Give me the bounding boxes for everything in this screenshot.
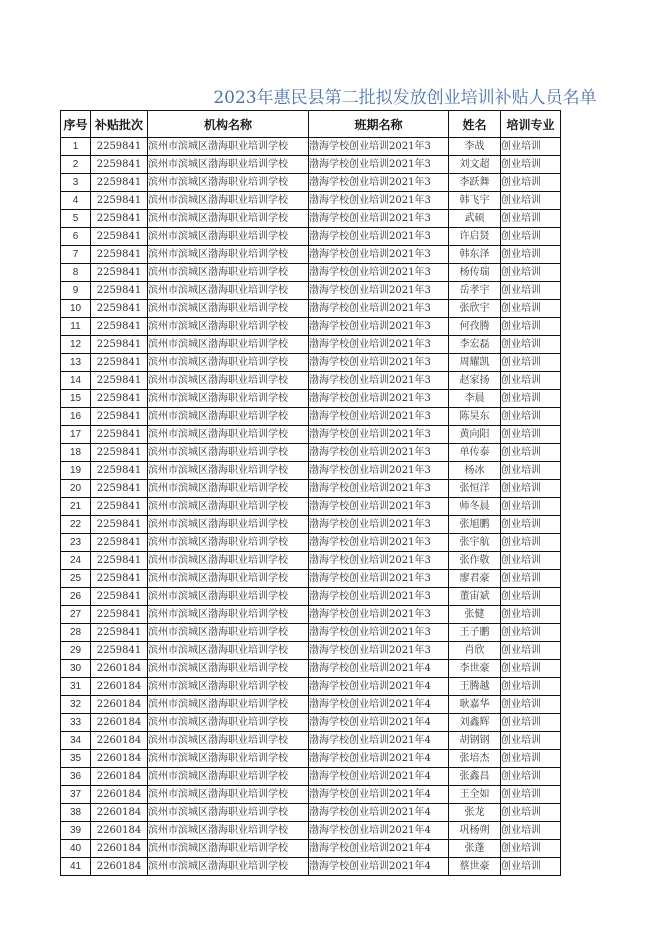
cell-class: 渤海学校创业培训2021年3 [309, 552, 449, 570]
table-row [61, 498, 561, 516]
cell-major: 创业培训 [501, 552, 561, 570]
cell-seq: 31 [61, 678, 91, 696]
table-row [61, 786, 561, 804]
cell-major: 创业培训 [501, 408, 561, 426]
cell-class: 渤海学校创业培训2021年4 [309, 858, 449, 876]
cell-class: 渤海学校创业培训2021年3 [309, 444, 449, 462]
cell-class: 渤海学校创业培训2021年3 [309, 228, 449, 246]
cell-org: 滨州市滨城区渤海职业培训学校 [148, 786, 309, 804]
cell-name: 王子鹏 [449, 624, 501, 642]
cell-class: 渤海学校创业培训2021年3 [309, 624, 449, 642]
cell-class: 渤海学校创业培训2021年4 [309, 804, 449, 822]
cell-seq: 14 [61, 372, 91, 390]
cell-major: 创业培训 [501, 660, 561, 678]
cell-batch: 2259841 [91, 552, 148, 570]
table-body [61, 138, 561, 876]
cell-org: 滨州市滨城区渤海职业培训学校 [148, 336, 309, 354]
cell-major: 创业培训 [501, 354, 561, 372]
cell-major: 创业培训 [501, 498, 561, 516]
cell-batch: 2260184 [91, 732, 148, 750]
roster-table [60, 110, 561, 876]
table-row [61, 858, 561, 876]
cell-batch: 2259841 [91, 354, 148, 372]
cell-seq: 5 [61, 210, 91, 228]
table-row [61, 696, 561, 714]
cell-org: 滨州市滨城区渤海职业培训学校 [148, 624, 309, 642]
cell-org: 滨州市滨城区渤海职业培训学校 [148, 192, 309, 210]
cell-batch: 2259841 [91, 624, 148, 642]
cell-class: 渤海学校创业培训2021年3 [309, 264, 449, 282]
cell-batch: 2259841 [91, 426, 148, 444]
cell-batch: 2259841 [91, 192, 148, 210]
cell-name: 许启贤 [449, 228, 501, 246]
header-class: 班期名称 [309, 111, 449, 138]
cell-seq: 9 [61, 282, 91, 300]
cell-batch: 2259841 [91, 210, 148, 228]
cell-org: 滨州市滨城区渤海职业培训学校 [148, 480, 309, 498]
cell-class: 渤海学校创业培训2021年4 [309, 768, 449, 786]
cell-class: 渤海学校创业培训2021年3 [309, 372, 449, 390]
cell-seq: 32 [61, 696, 91, 714]
cell-seq: 23 [61, 534, 91, 552]
table-row [61, 714, 561, 732]
cell-name: 张蓬 [449, 840, 501, 858]
cell-seq: 11 [61, 318, 91, 336]
table-row [61, 768, 561, 786]
cell-seq: 19 [61, 462, 91, 480]
cell-class: 渤海学校创业培训2021年4 [309, 750, 449, 768]
cell-major: 创业培训 [501, 174, 561, 192]
cell-batch: 2259841 [91, 480, 148, 498]
table-row [61, 516, 561, 534]
cell-org: 滨州市滨城区渤海职业培训学校 [148, 354, 309, 372]
cell-batch: 2260184 [91, 858, 148, 876]
cell-batch: 2260184 [91, 714, 148, 732]
cell-batch: 2259841 [91, 498, 148, 516]
cell-batch: 2260184 [91, 822, 148, 840]
cell-class: 渤海学校创业培训2021年3 [309, 462, 449, 480]
cell-class: 渤海学校创业培训2021年3 [309, 534, 449, 552]
table-row [61, 678, 561, 696]
table-row [61, 660, 561, 678]
cell-seq: 40 [61, 840, 91, 858]
cell-batch: 2259841 [91, 516, 148, 534]
cell-name: 肖欣 [449, 642, 501, 660]
cell-seq: 29 [61, 642, 91, 660]
cell-name: 李战 [449, 138, 501, 156]
cell-org: 滨州市滨城区渤海职业培训学校 [148, 822, 309, 840]
cell-major: 创业培训 [501, 282, 561, 300]
cell-name: 王全如 [449, 786, 501, 804]
cell-batch: 2259841 [91, 228, 148, 246]
cell-batch: 2259841 [91, 570, 148, 588]
cell-class: 渤海学校创业培训2021年4 [309, 786, 449, 804]
cell-name: 武硕 [449, 210, 501, 228]
cell-major: 创业培训 [501, 480, 561, 498]
page-title [148, 85, 662, 111]
cell-name: 李宏磊 [449, 336, 501, 354]
cell-seq: 27 [61, 606, 91, 624]
cell-major: 创业培训 [501, 678, 561, 696]
cell-seq: 10 [61, 300, 91, 318]
cell-name: 黄向阳 [449, 426, 501, 444]
table-row [61, 318, 561, 336]
cell-seq: 13 [61, 354, 91, 372]
cell-class: 渤海学校创业培训2021年3 [309, 300, 449, 318]
table-row [61, 336, 561, 354]
cell-major: 创业培训 [501, 426, 561, 444]
cell-org: 滨州市滨城区渤海职业培训学校 [148, 156, 309, 174]
cell-major: 创业培训 [501, 336, 561, 354]
table-row [61, 624, 561, 642]
table-row [61, 408, 561, 426]
cell-batch: 2259841 [91, 372, 148, 390]
table-row [61, 642, 561, 660]
header-org: 机构名称 [148, 111, 309, 138]
table-row [61, 246, 561, 264]
header-seq: 序号 [61, 111, 91, 138]
cell-org: 滨州市滨城区渤海职业培训学校 [148, 462, 309, 480]
cell-batch: 2259841 [91, 588, 148, 606]
cell-batch: 2259841 [91, 606, 148, 624]
cell-batch: 2259841 [91, 390, 148, 408]
cell-name: 张宇航 [449, 534, 501, 552]
cell-major: 创业培训 [501, 264, 561, 282]
cell-major: 创业培训 [501, 822, 561, 840]
cell-class: 渤海学校创业培训2021年4 [309, 714, 449, 732]
cell-seq: 18 [61, 444, 91, 462]
cell-org: 滨州市滨城区渤海职业培训学校 [148, 768, 309, 786]
cell-name: 张健 [449, 606, 501, 624]
cell-seq: 1 [61, 138, 91, 156]
cell-name: 张鑫昌 [449, 768, 501, 786]
cell-seq: 17 [61, 426, 91, 444]
cell-name: 岳孝宇 [449, 282, 501, 300]
cell-org: 滨州市滨城区渤海职业培训学校 [148, 390, 309, 408]
cell-org: 滨州市滨城区渤海职业培训学校 [148, 516, 309, 534]
cell-class: 渤海学校创业培训2021年3 [309, 390, 449, 408]
cell-name: 张欣宇 [449, 300, 501, 318]
cell-major: 创业培训 [501, 534, 561, 552]
header-batch: 补贴批次 [91, 111, 148, 138]
cell-org: 滨州市滨城区渤海职业培训学校 [148, 138, 309, 156]
cell-org: 滨州市滨城区渤海职业培训学校 [148, 318, 309, 336]
cell-major: 创业培训 [501, 138, 561, 156]
cell-name: 张恒洋 [449, 480, 501, 498]
cell-name: 韩飞宇 [449, 192, 501, 210]
cell-name: 胡钢钢 [449, 732, 501, 750]
cell-class: 渤海学校创业培训2021年3 [309, 426, 449, 444]
cell-name: 陈昊东 [449, 408, 501, 426]
cell-name: 何孜腾 [449, 318, 501, 336]
cell-major: 创业培训 [501, 462, 561, 480]
cell-batch: 2259841 [91, 408, 148, 426]
cell-name: 李晨 [449, 390, 501, 408]
cell-batch: 2259841 [91, 318, 148, 336]
cell-org: 滨州市滨城区渤海职业培训学校 [148, 588, 309, 606]
cell-org: 滨州市滨城区渤海职业培训学校 [148, 840, 309, 858]
table-row [61, 192, 561, 210]
cell-seq: 24 [61, 552, 91, 570]
table-row [61, 282, 561, 300]
cell-org: 滨州市滨城区渤海职业培训学校 [148, 642, 309, 660]
cell-org: 滨州市滨城区渤海职业培训学校 [148, 426, 309, 444]
cell-seq: 20 [61, 480, 91, 498]
cell-major: 创业培训 [501, 606, 561, 624]
cell-major: 创业培训 [501, 228, 561, 246]
cell-org: 滨州市滨城区渤海职业培训学校 [148, 372, 309, 390]
cell-major: 创业培训 [501, 192, 561, 210]
cell-org: 滨州市滨城区渤海职业培训学校 [148, 858, 309, 876]
table-row [61, 300, 561, 318]
cell-org: 滨州市滨城区渤海职业培训学校 [148, 300, 309, 318]
table-row [61, 606, 561, 624]
cell-batch: 2260184 [91, 840, 148, 858]
table-row [61, 354, 561, 372]
cell-major: 创业培训 [501, 750, 561, 768]
cell-org: 滨州市滨城区渤海职业培训学校 [148, 732, 309, 750]
cell-batch: 2259841 [91, 156, 148, 174]
cell-org: 滨州市滨城区渤海职业培训学校 [148, 228, 309, 246]
cell-class: 渤海学校创业培训2021年3 [309, 642, 449, 660]
cell-org: 滨州市滨城区渤海职业培训学校 [148, 660, 309, 678]
cell-name: 师冬晨 [449, 498, 501, 516]
cell-batch: 2260184 [91, 804, 148, 822]
table-row [61, 480, 561, 498]
cell-major: 创业培训 [501, 858, 561, 876]
cell-org: 滨州市滨城区渤海职业培训学校 [148, 570, 309, 588]
cell-batch: 2259841 [91, 642, 148, 660]
cell-batch: 2259841 [91, 264, 148, 282]
cell-seq: 28 [61, 624, 91, 642]
cell-class: 渤海学校创业培训2021年3 [309, 138, 449, 156]
cell-class: 渤海学校创业培训2021年4 [309, 660, 449, 678]
header-name: 姓名 [449, 111, 501, 138]
cell-seq: 35 [61, 750, 91, 768]
cell-name: 张培杰 [449, 750, 501, 768]
cell-seq: 36 [61, 768, 91, 786]
cell-batch: 2259841 [91, 246, 148, 264]
table-row [61, 264, 561, 282]
table-row [61, 840, 561, 858]
table-row [61, 534, 561, 552]
cell-major: 创业培训 [501, 156, 561, 174]
cell-major: 创业培训 [501, 210, 561, 228]
cell-org: 滨州市滨城区渤海职业培训学校 [148, 210, 309, 228]
cell-org: 滨州市滨城区渤海职业培训学校 [148, 750, 309, 768]
cell-batch: 2259841 [91, 300, 148, 318]
cell-major: 创业培训 [501, 714, 561, 732]
cell-class: 渤海学校创业培训2021年4 [309, 822, 449, 840]
cell-major: 创业培训 [501, 390, 561, 408]
table-row [61, 804, 561, 822]
table-row [61, 156, 561, 174]
table-row [61, 570, 561, 588]
cell-name: 杨传瑞 [449, 264, 501, 282]
cell-class: 渤海学校创业培训2021年3 [309, 516, 449, 534]
cell-major: 创业培训 [501, 624, 561, 642]
cell-name: 张作敬 [449, 552, 501, 570]
cell-seq: 37 [61, 786, 91, 804]
cell-seq: 33 [61, 714, 91, 732]
table-row [61, 588, 561, 606]
cell-batch: 2259841 [91, 138, 148, 156]
table-row [61, 552, 561, 570]
cell-name: 董宙斌 [449, 588, 501, 606]
cell-major: 创业培训 [501, 246, 561, 264]
cell-class: 渤海学校创业培训2021年3 [309, 570, 449, 588]
cell-seq: 15 [61, 390, 91, 408]
cell-class: 渤海学校创业培训2021年3 [309, 174, 449, 192]
cell-org: 滨州市滨城区渤海职业培训学校 [148, 282, 309, 300]
cell-major: 创业培训 [501, 732, 561, 750]
cell-major: 创业培训 [501, 372, 561, 390]
cell-name: 刘鑫辉 [449, 714, 501, 732]
cell-major: 创业培训 [501, 300, 561, 318]
cell-class: 渤海学校创业培训2021年3 [309, 354, 449, 372]
table-row [61, 426, 561, 444]
cell-org: 滨州市滨城区渤海职业培训学校 [148, 264, 309, 282]
cell-seq: 22 [61, 516, 91, 534]
cell-name: 廖君豪 [449, 570, 501, 588]
cell-major: 创业培训 [501, 840, 561, 858]
table-row [61, 750, 561, 768]
cell-name: 张龙 [449, 804, 501, 822]
cell-org: 滨州市滨城区渤海职业培训学校 [148, 444, 309, 462]
cell-name: 耿嘉华 [449, 696, 501, 714]
cell-class: 渤海学校创业培训2021年3 [309, 282, 449, 300]
cell-batch: 2260184 [91, 786, 148, 804]
cell-major: 创业培训 [501, 516, 561, 534]
cell-org: 滨州市滨城区渤海职业培训学校 [148, 552, 309, 570]
cell-seq: 25 [61, 570, 91, 588]
cell-class: 渤海学校创业培训2021年3 [309, 588, 449, 606]
cell-org: 滨州市滨城区渤海职业培训学校 [148, 174, 309, 192]
cell-major: 创业培训 [501, 804, 561, 822]
cell-org: 滨州市滨城区渤海职业培训学校 [148, 606, 309, 624]
cell-org: 滨州市滨城区渤海职业培训学校 [148, 408, 309, 426]
cell-class: 渤海学校创业培训2021年3 [309, 480, 449, 498]
cell-seq: 30 [61, 660, 91, 678]
cell-org: 滨州市滨城区渤海职业培训学校 [148, 714, 309, 732]
cell-name: 赵家扬 [449, 372, 501, 390]
cell-batch: 2259841 [91, 534, 148, 552]
cell-batch: 2259841 [91, 336, 148, 354]
cell-seq: 21 [61, 498, 91, 516]
cell-seq: 34 [61, 732, 91, 750]
cell-org: 滨州市滨城区渤海职业培训学校 [148, 804, 309, 822]
cell-seq: 39 [61, 822, 91, 840]
cell-batch: 2260184 [91, 660, 148, 678]
cell-seq: 8 [61, 264, 91, 282]
cell-class: 渤海学校创业培训2021年3 [309, 408, 449, 426]
cell-class: 渤海学校创业培训2021年4 [309, 678, 449, 696]
cell-org: 滨州市滨城区渤海职业培训学校 [148, 696, 309, 714]
table-row [61, 822, 561, 840]
cell-major: 创业培训 [501, 768, 561, 786]
cell-seq: 3 [61, 174, 91, 192]
cell-class: 渤海学校创业培训2021年3 [309, 606, 449, 624]
table-row [61, 732, 561, 750]
cell-batch: 2260184 [91, 696, 148, 714]
cell-name: 单传泰 [449, 444, 501, 462]
cell-seq: 38 [61, 804, 91, 822]
cell-name: 蔡世豪 [449, 858, 501, 876]
cell-major: 创业培训 [501, 318, 561, 336]
cell-name: 刘文超 [449, 156, 501, 174]
cell-class: 渤海学校创业培训2021年3 [309, 246, 449, 264]
cell-class: 渤海学校创业培训2021年3 [309, 498, 449, 516]
cell-org: 滨州市滨城区渤海职业培训学校 [148, 534, 309, 552]
cell-seq: 16 [61, 408, 91, 426]
cell-seq: 26 [61, 588, 91, 606]
cell-class: 渤海学校创业培训2021年3 [309, 210, 449, 228]
cell-major: 创业培训 [501, 786, 561, 804]
cell-org: 滨州市滨城区渤海职业培训学校 [148, 678, 309, 696]
cell-class: 渤海学校创业培训2021年4 [309, 840, 449, 858]
cell-org: 滨州市滨城区渤海职业培训学校 [148, 498, 309, 516]
cell-batch: 2260184 [91, 768, 148, 786]
table-row [61, 228, 561, 246]
cell-class: 渤海学校创业培训2021年3 [309, 192, 449, 210]
cell-seq: 2 [61, 156, 91, 174]
table-row [61, 210, 561, 228]
cell-batch: 2259841 [91, 282, 148, 300]
table-row [61, 138, 561, 156]
cell-batch: 2259841 [91, 174, 148, 192]
header-major: 培训专业 [501, 111, 561, 138]
cell-seq: 12 [61, 336, 91, 354]
cell-class: 渤海学校创业培训2021年4 [309, 732, 449, 750]
cell-name: 李世豪 [449, 660, 501, 678]
cell-org: 滨州市滨城区渤海职业培训学校 [148, 246, 309, 264]
cell-seq: 4 [61, 192, 91, 210]
cell-name: 韩东泽 [449, 246, 501, 264]
table-row [61, 372, 561, 390]
table-row [61, 174, 561, 192]
table-row [61, 444, 561, 462]
cell-seq: 41 [61, 858, 91, 876]
cell-batch: 2259841 [91, 444, 148, 462]
table-row [61, 462, 561, 480]
cell-name: 王腾越 [449, 678, 501, 696]
cell-seq: 7 [61, 246, 91, 264]
table-row [61, 390, 561, 408]
cell-seq: 6 [61, 228, 91, 246]
cell-name: 周耀凯 [449, 354, 501, 372]
cell-class: 渤海学校创业培训2021年4 [309, 696, 449, 714]
cell-name: 张旭鹏 [449, 516, 501, 534]
cell-major: 创业培训 [501, 642, 561, 660]
cell-batch: 2259841 [91, 462, 148, 480]
cell-name: 杨冰 [449, 462, 501, 480]
cell-batch: 2260184 [91, 750, 148, 768]
cell-class: 渤海学校创业培训2021年3 [309, 336, 449, 354]
cell-major: 创业培训 [501, 570, 561, 588]
cell-batch: 2260184 [91, 678, 148, 696]
cell-major: 创业培训 [501, 588, 561, 606]
cell-major: 创业培训 [501, 696, 561, 714]
table-header-row [61, 111, 561, 138]
cell-name: 巩杨朔 [449, 822, 501, 840]
cell-major: 创业培训 [501, 444, 561, 462]
cell-class: 渤海学校创业培训2021年3 [309, 156, 449, 174]
cell-class: 渤海学校创业培训2021年3 [309, 318, 449, 336]
page-title-text: 2023年惠民县第二批拟发放创业培训补贴人员名单 [213, 88, 597, 108]
cell-name: 李跃舞 [449, 174, 501, 192]
